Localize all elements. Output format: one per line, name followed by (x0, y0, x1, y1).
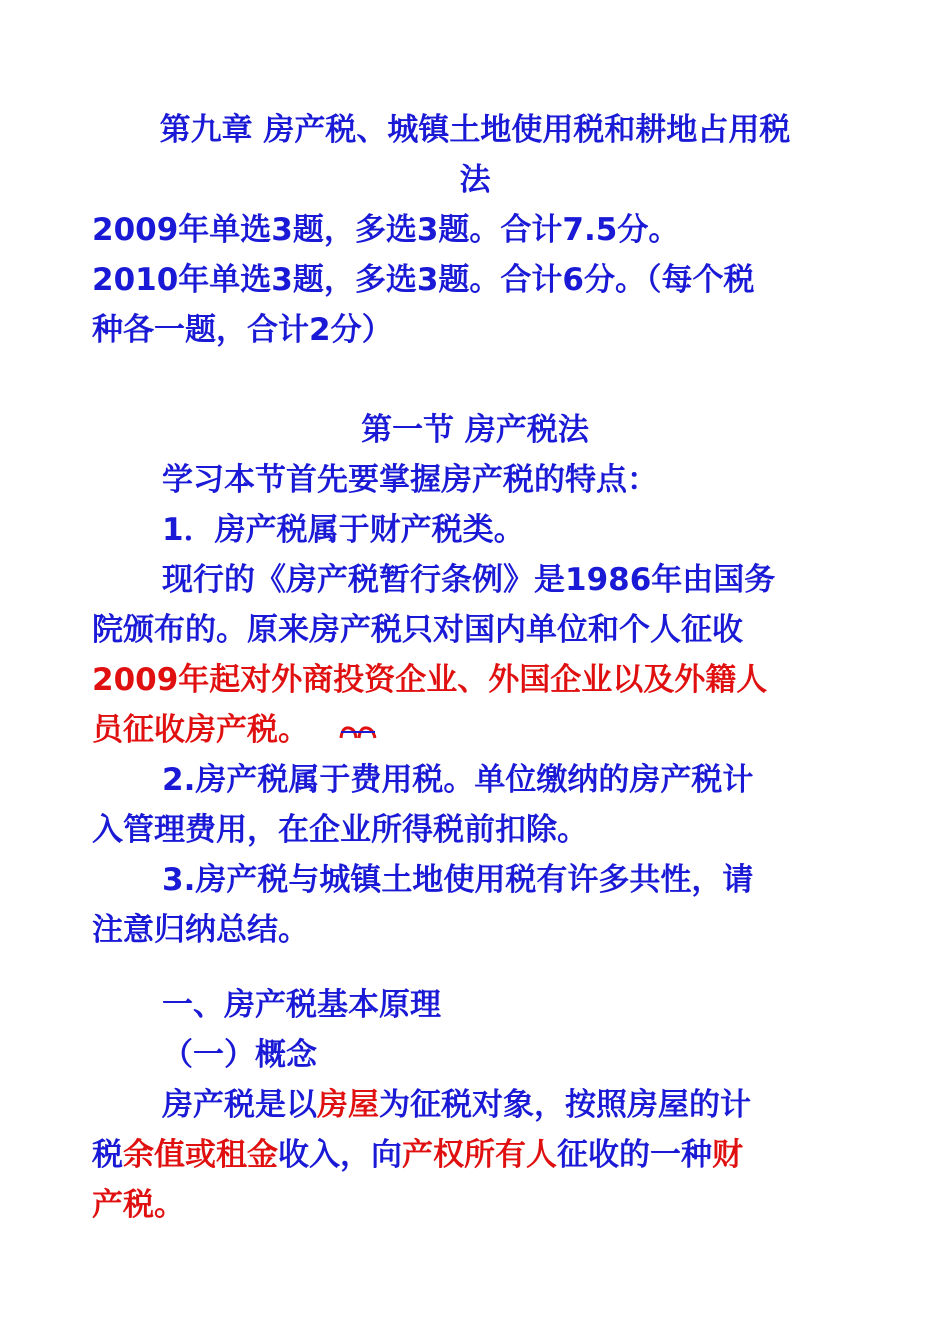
definition-text: 税 (92, 1137, 123, 1173)
exam-stats-2010-cont: 种各一题，合计2分） (92, 312, 393, 348)
definition-line-2 (92, 1135, 743, 1175)
definition-text: 收入，向 (278, 1137, 402, 1173)
section-title: 第一节 房产税法 (361, 412, 589, 448)
definition-highlight: 房屋 (317, 1087, 379, 1123)
definition-line-1 (162, 1085, 751, 1125)
history-line-3: 2009年起对外商投资企业、外国企业以及外籍人 (92, 662, 768, 698)
chapter-title-line2: 法 (459, 162, 491, 198)
handwritten-mark-icon (339, 725, 377, 739)
definition-highlight: 余值或租金 (123, 1137, 278, 1173)
exam-stats-2009: 2009年单选3题，多选3题。合计7.5分。 (92, 212, 680, 248)
feature-3-line-2: 注意归纳总结。 (92, 912, 309, 948)
history-line-2: 院颁布的。原来房产税只对国内单位和个人征收 (92, 612, 743, 648)
definition-line-3: 产税。 (92, 1187, 185, 1223)
definition-text: 征收的一种 (557, 1137, 712, 1173)
definition-text: 为征税对象，按照房屋的计 (379, 1087, 751, 1123)
exam-stats-2010: 2010年单选3题，多选3题。合计6分。（每个税 (92, 262, 755, 298)
feature-2-line-1: 2.房产税属于费用税。单位缴纳的房产税计 (162, 762, 754, 798)
definition-text: 房产税是以 (162, 1087, 317, 1123)
history-line-4: 员征收房产税。 (92, 712, 309, 748)
feature-1: 1．房产税属于财产税类。 (162, 512, 525, 548)
feature-2-line-2: 入管理费用，在企业所得税前扣除。 (92, 812, 588, 848)
concept-subheading: （一）概念 (162, 1037, 317, 1073)
history-line-1: 现行的《房产税暂行条例》是1986年由国务 (162, 562, 776, 598)
definition-highlight: 产权所有人 (402, 1137, 557, 1173)
definition-highlight: 财 (712, 1137, 743, 1173)
feature-3-line-1: 3.房产税与城镇土地使用税有许多共性，请 (162, 862, 754, 898)
chapter-title-line1: 第九章 房产税、城镇土地使用税和耕地占用税 (159, 112, 791, 148)
section-intro: 学习本节首先要掌握房产税的特点： (162, 462, 658, 498)
principles-heading: 一、房产税基本原理 (162, 987, 441, 1023)
